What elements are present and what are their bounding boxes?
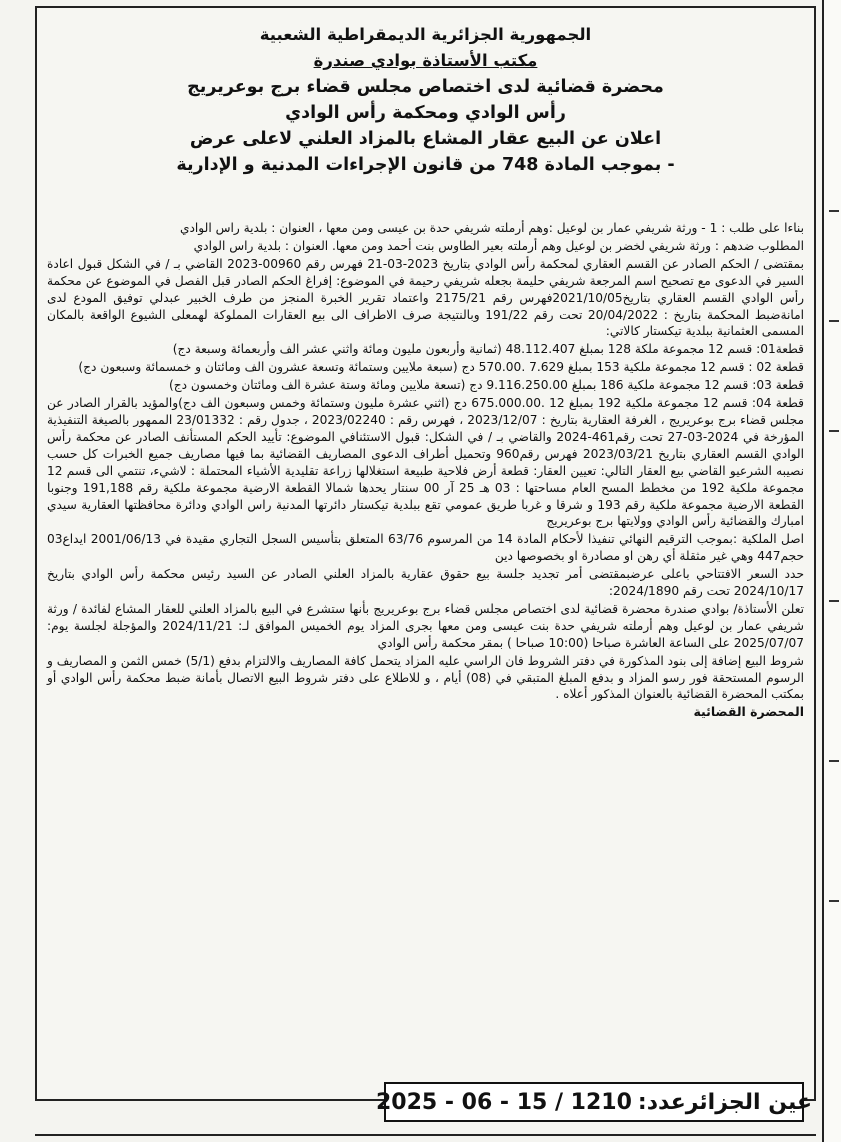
notice-title: اعلان عن البيع عقار المشاع بالمزاد العلني لاعلى عرض bbox=[189, 129, 662, 149]
edge-mark bbox=[829, 900, 839, 902]
notice-body bbox=[47, 220, 804, 722]
opening-price-paragraph: حدد السعر الافتتاحي باعلى عرضبمقتضى أمر تجديد جلسة بيع حقوق عقارية بالمزاد العلني الصادر عن السيد رئيس محكمة رأس الوادي بتاريخ 2024/10/17 تحت رقم 2024/1890: bbox=[47, 567, 804, 599]
ownership-paragraph: اصل الملكية :بموجب الترقيم النهائي تنفيذا لأحكام المادة 14 من المرسوم 63/76 المتعلق بتأسيس السجل التجاري مقيدة في 2001/06/13 ايداع03 حجم447 وهي غير مثقلة أي رهن او مصادرة او بخصوصها دين bbox=[47, 532, 804, 564]
edge-mark bbox=[829, 430, 839, 432]
publication-label: عين الجزائرعدد: bbox=[637, 1089, 813, 1115]
publication-reference bbox=[375, 1082, 813, 1122]
judgment-paragraph: بمقتضى / الحكم الصادر عن القسم العقاري لمحكمة رأس الوادي بتاريخ 2023-03-21 فهرس رقم 00960-2023 القاضي بـ / في الشكل قبول اعادة السير في الدعوى مع تصحيح اسم المرجعة شريفي حليمة بجعله شريفي رحيمة في الموضوع: إفراغ الحكم الصادر قبل الفصل في الموضوع عن محكمة رأس الوادي القسم العقاري بتاريخ2021/10/05فهرس رقم 2175/21 واعتماد تقرير الخبرة المنجز من طرف الخبير عبدلي توفيق المودع لدى امانةضبط المحكمة بتاريخ : 20/04/2022 تحت رقم 191/22 وبالنتيجة صرف الاطراف الى بيع العقارات المملوكة لهمعلى الشيوع الواقعة بالمكان المسمى العثمانية ببلدية تيكستار كالاتي: bbox=[47, 256, 804, 339]
lot-3: قطعة 03: قسم 12 مجموعة ملكية 186 بمبلغ 9.116.250.00 دج (تسعة ملايين ومائة وستة عشرة الف ومائتان وخمسون دج) bbox=[168, 378, 804, 393]
announcement-paragraph: تعلن الأستاذة/ بوادي صندرة محضرة قضائية لدى اختصاص مجلس قضاء برج بوعريريج بأنها ستشرع في البيع بالمزاد العلني للعقار المشاع لفائدة / ورثة شريفي عمار بن لوعيل وهم أرملته شريفي حدة بنت عيسى ومن معها بجرى المزاد يوم الخميس الموافق لـ: 2024/11/21 والمؤجلة لجلسة يوم: 2025/07/07 على الساعة العاشرة صباحا (10:00 صباحا ) بمقر محكمة رأس الوادي bbox=[47, 601, 805, 650]
court-name: رأس الوادي ومحكمة رأس الوادي bbox=[285, 103, 566, 123]
auction-notice bbox=[35, 6, 816, 1101]
notice-header bbox=[37, 8, 814, 178]
edge-mark bbox=[829, 600, 839, 602]
signature: المحضرة القضائية bbox=[693, 704, 804, 720]
sale-conditions-paragraph: شروط البيع إضافة إلى بنود المذكورة في دفتر الشروط فان الراسي عليه المزاد يتحمل كافة المصاريف والالتزام بدفع (5/1) خمس الثمن و المصاريف و الرسوم المستحقة فور رسو المزاد و بدفع المبلغ المتبقي في (08) أيام ، و للاطلاع على دفتر شروط البيع الاتصال بأمانة ضبط محكمة رأس الوادي أو بمكتب المحضرة القضائية بالعنوان المذكور أعلاه . bbox=[47, 653, 805, 702]
legal-basis: - بموجب المادة 748 من قانون الإجراءات المدنية و الإدارية bbox=[176, 155, 675, 175]
applicant-paragraph: بناءا على طلب : 1 - ورثة شريفي عمار بن لوعيل :وهم أرملته شريفي حدة بن عيسى ومن معها ، العنوان : بلدية راس الوادي bbox=[179, 221, 804, 235]
office-name: مكتب الأستاذة بوادي صندرة bbox=[313, 51, 538, 70]
edge-mark bbox=[829, 210, 839, 212]
adjacent-column-edge bbox=[822, 0, 841, 1142]
bailiff-jurisdiction: محضرة قضائية لدى اختصاص مجلس قضاء برج بوعريريج bbox=[187, 77, 664, 97]
respondent-paragraph: المطلوب ضدهم : ورثة شريفي لخضر بن لوعيل وهم أرملته بعير الطاوس بنت أحمد ومن معها. العنوان : بلدية راس الوادي bbox=[193, 238, 804, 253]
lot-1: قطعة01: قسم 12 مجموعة ملكة 128 بمبلغ 48.112.407 (ثمانية وأربعون مليون ومائة واثني عشر الف وأربعمائة وسبعة دج) bbox=[172, 342, 804, 357]
edge-mark bbox=[829, 760, 839, 762]
republic-title: الجمهورية الجزائرية الديمقراطية الشعبية bbox=[259, 25, 592, 44]
lot-4: قطعة 04: قسم 12 مجموعة ملكية 192 بمبلغ 12 .675.000.00 دج (اثني عشرة مليون وستمائة وخمس وسبعون الف دج)والمؤيد بالقرار الصادر عن مجلس قضاء برج بوعريريج ، الغرفة العقارية بتاريخ : 2023/12/07 ، فهرس رقم : 2023/02240 ، جدول رقم : 23/01332 الممهور بالصيغة التنفيذية المؤرخة في 2024-03-27 تحت رقم461-2024 والقاضي بـ / في الشكل: قبول الاستئنافي الموضوع: تأييد الحكم المستأنف الصادر عن محكمة رأس الوادي القسم العقاري بتاريخ 2023/03/21 فهرس رقم960 وتحميل أطراف الدعوى المصاريف القضائية بما فيها مصاريف جميع الخبرات كل حسب نصيبه الشرعيو القاضي بيع العقار التالي: تعيين العقار: قطعة أرض فلاحية طبيعة استغلالها زراعة تقليدية الأشياء المحتملة : لاشيء، تنتمي الى قسم 12 مجموعة ملكية 192 من مخطط المسح العام مساحتها : 03 هـ 25 آر 00 سنتار يحدها شمالا القطعة الارضية مجموعة ملكية رقم 191,188 وجنوبا القطعة الارضية مجموعة ملكية رقم 193 و شرقا و غربا طريق عمومي تقع ببلدية تيكستار دائرتها المدنية راس الوادي ودائرة محافظتها العقارية سيدي امبارك والقضائية رأس الوادي وولايتها برج بوعريريج bbox=[47, 396, 805, 529]
publication-number: 2025 - 06 - 15 / 1210 bbox=[375, 1089, 632, 1115]
edge-mark bbox=[829, 320, 839, 322]
next-notice-edge bbox=[35, 1134, 816, 1142]
lot-2: قطعة 02 : قسم 12 مجموعة ملكية 153 بمبلغ 7.629 .570.00 دج (سبعة ملايين وستمائة وتسعة عشرون الف ومائتان و خمسمائة وسبعون دج) bbox=[78, 360, 804, 375]
